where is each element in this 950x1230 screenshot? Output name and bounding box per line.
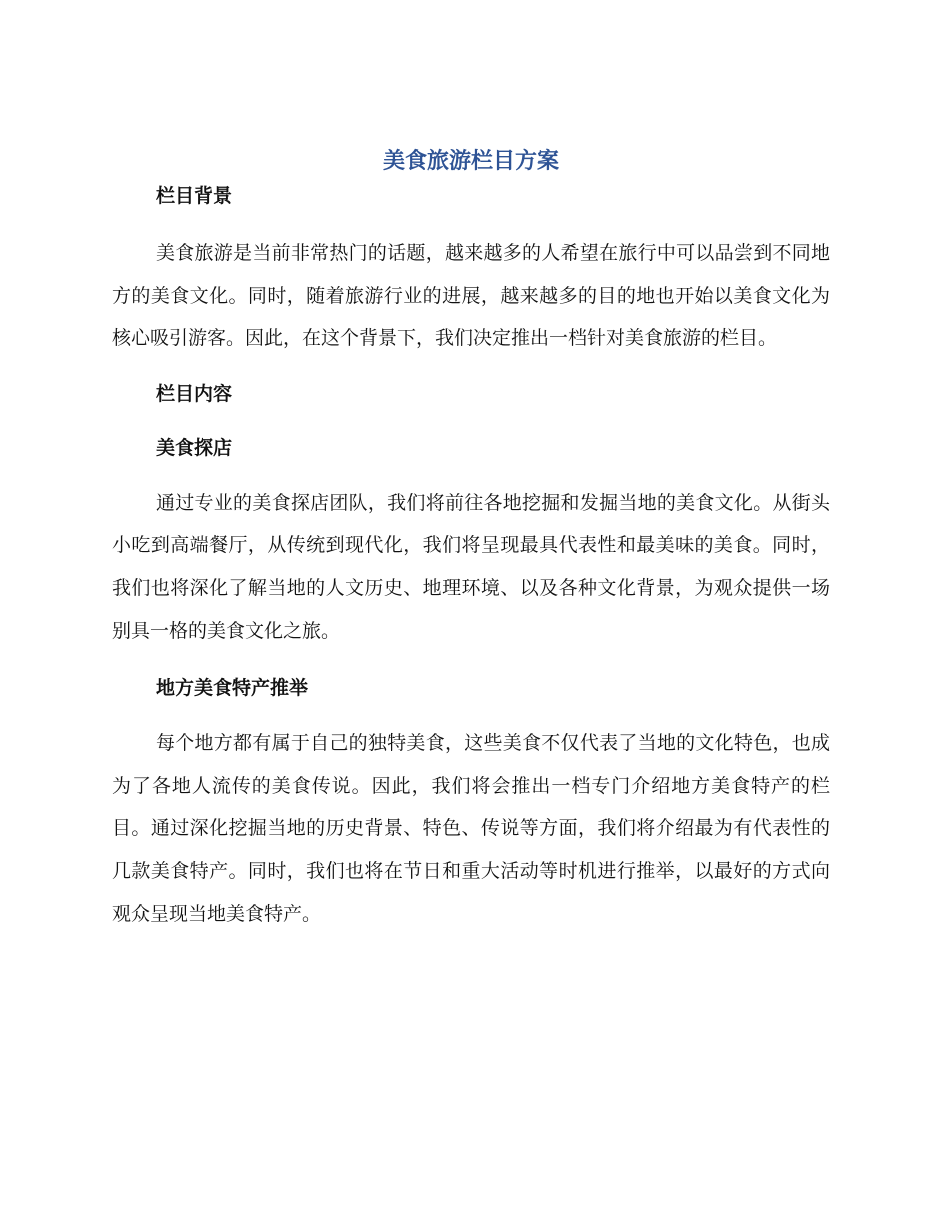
section-heading-local-specialties: 地方美食特产推举 [156,677,309,700]
document-body [112,142,830,935]
paragraph-local-specialties: 每个地方都有属于自己的独特美食，这些美食不仅代表了当地的文化特色，也成为了各地人流传的美食传说。因此，我们将会推出一档专门介绍地方美食特产的栏目。通过深化挖掘当地的历史背景、特色、传说等方面，我们将介绍最为有代表性的几款美食特产。同时，我们也将在节日和重大活动等时机进行推举，以最好的方式向观众呈现当地美食特产。 [112,732,830,925]
section-heading-content: 栏目内容 [156,382,233,405]
document-title: 美食旅游栏目方案 [382,149,559,174]
paragraph-background: 美食旅游是当前非常热门的话题，越来越多的人希望在旅行中可以品尝到不同地方的美食文化。同时，随着旅游行业的进展，越来越多的目的地也开始以美食文化为核心吸引游客。因此，在这个背景下，我们决定推出一档针对美食旅游的栏目。 [112,242,830,350]
section-heading-background: 栏目背景 [156,185,233,207]
paragraph-food-exploration: 通过专业的美食探店团队，我们将前往各地挖掘和发掘当地的美食文化。从街头小吃到高端餐厅，从传统到现代化，我们将呈现最具代表性和最美味的美食。同时，我们也将深化了解当地的人文历史、地理环境、以及各种文化背景，为观众提供一场别具一格的美食文化之旅。 [112,491,830,642]
section-heading-food-exploration: 美食探店 [156,436,233,459]
